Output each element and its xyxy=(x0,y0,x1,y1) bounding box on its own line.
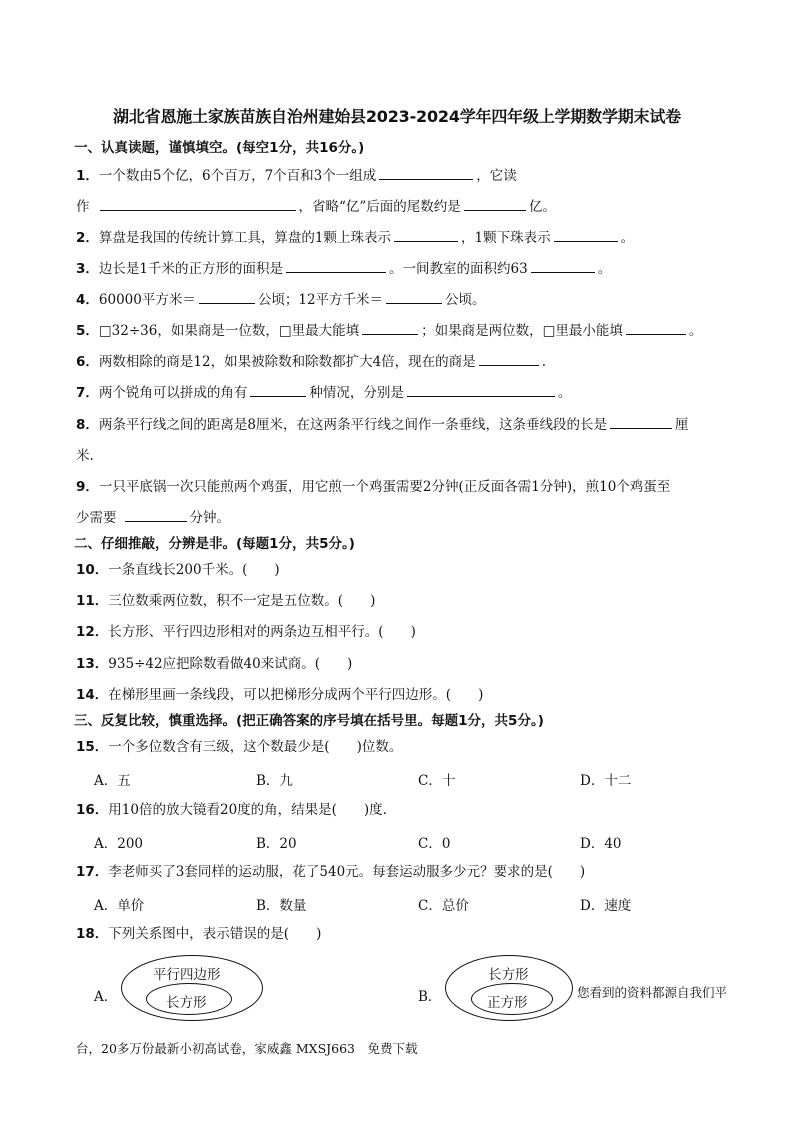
answer-blank[interactable] xyxy=(199,291,255,304)
question-number: 13． xyxy=(76,656,109,672)
question-16 xyxy=(76,801,387,819)
question-text: 作 xyxy=(76,199,90,215)
question-text: 长方形、平行四边形相对的两条边互相平行。( ) xyxy=(108,624,416,640)
question-number: 10． xyxy=(76,562,109,578)
option-a-label[interactable]: A． xyxy=(94,989,118,1005)
answer-blank[interactable] xyxy=(125,509,187,522)
question-text: 。 xyxy=(688,323,703,339)
inner-label-b: 正方形 xyxy=(487,995,528,1011)
question-text: 分钟。 xyxy=(189,510,230,526)
question-number: 16． xyxy=(76,802,109,818)
question-text: 公顷；12平方千米＝ xyxy=(257,292,384,308)
question-text: 种情况，分别是 xyxy=(309,385,404,401)
question-18 xyxy=(76,925,321,943)
answer-blank[interactable] xyxy=(531,260,595,273)
question-15 xyxy=(76,738,402,756)
question-2 xyxy=(76,229,634,247)
question-9-cont xyxy=(76,509,230,527)
footer-notice-right: 您看到的资料都源自我们平 xyxy=(577,985,728,1000)
section-2-heading: 二、仔细推敲，分辨是非。(每题1分，共5分。) xyxy=(74,536,355,552)
question-text: ；如果商是两位数，□里最小能填 xyxy=(421,323,623,339)
question-text: 少需要 xyxy=(76,510,117,526)
question-number: 14． xyxy=(76,687,109,703)
question-text: 。一间教室的面积约63 xyxy=(389,261,528,277)
question-text: 边长是1千米的正方形的面积是 xyxy=(98,261,283,277)
option-a[interactable]: A．200 xyxy=(94,836,144,852)
question-text: 一个多位数含有三级，这个数最少是( )位数。 xyxy=(108,739,403,755)
answer-blank[interactable] xyxy=(479,353,539,366)
question-text: 公顷。 xyxy=(445,292,486,308)
question-number: 9． xyxy=(76,479,99,495)
section-1-heading: 一、认真读题，谨慎填空。(每空1分，共16分。) xyxy=(74,140,365,156)
question-5 xyxy=(76,322,702,340)
option-b-label[interactable]: B． xyxy=(418,989,442,1005)
question-text: ，1颗下珠表示 xyxy=(461,230,551,246)
question-text: 一只平底锅一次只能煎两个鸡蛋，用它煎一个鸡蛋需要2分钟(正反面各需1分钟)，煎10个鸡蛋至 xyxy=(98,479,671,495)
question-number: 12． xyxy=(76,624,109,640)
question-text: ，省略“亿”后面的尾数约是 xyxy=(298,199,461,215)
question-text: 厘 xyxy=(675,417,689,433)
question-number: 5． xyxy=(76,323,99,339)
answer-blank[interactable] xyxy=(286,260,386,273)
section-3-heading: 三、反复比较，慎重选择。(把正确答案的序号填在括号里。每题1分，共5分。) xyxy=(74,713,544,729)
question-17 xyxy=(76,863,585,881)
question-text: ，它读 xyxy=(476,168,517,184)
question-number: 15． xyxy=(76,739,109,755)
question-text: 935÷42应把除数看做40来试商。( ) xyxy=(108,656,353,672)
question-10 xyxy=(76,561,280,579)
question-text: 两条平行线之间的距离是8厘米，在这两条平行线之间作一条垂线，这条垂线段的长是 xyxy=(98,417,607,433)
question-number: 4． xyxy=(76,292,99,308)
answer-blank[interactable] xyxy=(379,167,473,180)
question-number: 6． xyxy=(76,354,99,370)
question-text: 下列关系图中，表示错误的是( ) xyxy=(108,926,322,942)
answer-blank[interactable] xyxy=(100,198,296,211)
answer-blank[interactable] xyxy=(610,416,672,429)
question-text: 用10倍的放大镜看20度的角，结果是( )度. xyxy=(108,802,387,818)
question-3 xyxy=(76,260,611,278)
answer-blank[interactable] xyxy=(554,229,618,242)
question-text: 两数相除的商是12，如果被除数和除数都扩大4倍，现在的商是 xyxy=(98,354,476,370)
question-number: 8． xyxy=(76,417,99,433)
option-b[interactable]: B．九 xyxy=(256,773,293,789)
question-text: 。 xyxy=(620,230,635,246)
question-number: 18． xyxy=(76,926,109,942)
question-number: 17． xyxy=(76,864,109,880)
question-4 xyxy=(76,291,486,309)
question-text: 。 xyxy=(597,261,612,277)
answer-blank[interactable] xyxy=(362,322,418,335)
answer-blank[interactable] xyxy=(626,322,686,335)
question-number: 7． xyxy=(76,385,99,401)
question-8 xyxy=(76,416,689,434)
option-b[interactable]: B．20 xyxy=(256,836,297,852)
question-1 xyxy=(76,167,517,185)
question-text: □32÷36，如果商是一位数，□里最大能填 xyxy=(98,323,360,339)
question-text: 算盘是我国的传统计算工具，算盘的1颗上珠表示 xyxy=(98,230,391,246)
question-8-cont: 米. xyxy=(76,448,94,464)
outer-label-b: 长方形 xyxy=(488,967,529,983)
answer-blank[interactable] xyxy=(407,384,555,397)
footer-notice-left: 台，20多万份最新小初高试卷，家威鑫 MXSJ663 免费下载 xyxy=(76,1041,418,1056)
option-a[interactable]: A．单价 xyxy=(94,898,145,914)
question-number: 3． xyxy=(76,261,99,277)
question-9 xyxy=(76,478,670,496)
question-12 xyxy=(76,623,416,641)
question-text: 两个锐角可以拼成的角有 xyxy=(98,385,248,401)
option-b[interactable]: B．数量 xyxy=(256,898,307,914)
option-d[interactable]: D．十二 xyxy=(580,773,632,789)
answer-blank[interactable] xyxy=(394,229,458,242)
question-text: 在梯形里画一条线段，可以把梯形分成两个平行四边形。( ) xyxy=(108,687,484,703)
question-1-cont xyxy=(76,198,556,216)
question-14 xyxy=(76,686,483,704)
question-number: 1． xyxy=(76,168,99,184)
question-11 xyxy=(76,592,375,610)
answer-blank[interactable] xyxy=(464,198,526,211)
question-text: 60000平方米＝ xyxy=(98,292,196,308)
question-text: 。 xyxy=(557,385,572,401)
answer-blank[interactable] xyxy=(386,291,442,304)
question-number: 11． xyxy=(76,593,109,609)
question-text: 亿。 xyxy=(528,199,556,215)
option-c[interactable]: C．十 xyxy=(418,773,456,789)
exam-title: 湖北省恩施土家族苗族自治州建始县2023-2024学年四年级上学期数学期末试卷 xyxy=(113,107,681,126)
question-7 xyxy=(76,384,571,402)
question-text: . xyxy=(541,354,546,370)
outer-label-a: 平行四边形 xyxy=(153,967,221,983)
option-c[interactable]: C．0 xyxy=(418,836,451,852)
question-6 xyxy=(76,353,546,371)
question-text: 李老师买了3套同样的运动服，花了540元。每套运动服多少元？要求的是( ) xyxy=(108,864,586,880)
question-number: 2． xyxy=(76,230,99,246)
option-d[interactable]: D．速度 xyxy=(580,898,632,914)
inner-label-a: 长方形 xyxy=(166,995,207,1011)
question-13 xyxy=(76,655,352,673)
answer-blank[interactable] xyxy=(250,384,306,397)
option-d[interactable]: D．40 xyxy=(580,836,622,852)
question-text: 一条直线长200千米。( ) xyxy=(108,562,280,578)
question-text: 三位数乘两位数，积不一定是五位数。( ) xyxy=(108,593,376,609)
question-text: 一个数由5个亿，6个百万，7个百和3个一组成 xyxy=(98,168,377,184)
option-c[interactable]: C．总价 xyxy=(418,898,469,914)
option-a[interactable]: A．五 xyxy=(94,773,131,789)
